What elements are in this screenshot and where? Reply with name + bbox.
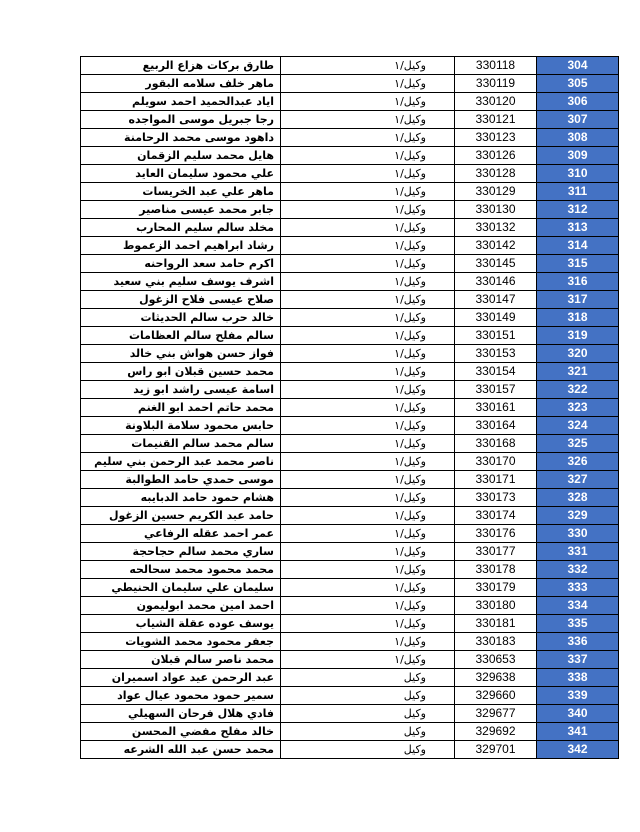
name-cell: علي محمود سليمان العايد bbox=[81, 165, 281, 183]
name-cell: هايل محمد سليم الزقمان bbox=[81, 147, 281, 165]
table-row bbox=[81, 93, 619, 111]
row-index-cell: 325 bbox=[537, 435, 619, 453]
row-index-cell: 332 bbox=[537, 561, 619, 579]
rank-cell: وكيل/١ bbox=[281, 579, 455, 597]
rank-cell: وكيل/١ bbox=[281, 633, 455, 651]
name-cell: سالم مفلح سالم العظامات bbox=[81, 327, 281, 345]
row-index-cell: 316 bbox=[537, 273, 619, 291]
military-number-cell: 330121 bbox=[455, 111, 537, 129]
table-row bbox=[81, 417, 619, 435]
name-cell: محمد حسن عبد الله الشرعه bbox=[81, 741, 281, 759]
row-index-cell: 315 bbox=[537, 255, 619, 273]
military-number-cell: 330179 bbox=[455, 579, 537, 597]
name-cell: هشام حمود حامد الدبايبه bbox=[81, 489, 281, 507]
rank-cell: وكيل bbox=[281, 741, 455, 759]
rank-cell: وكيل/١ bbox=[281, 507, 455, 525]
military-number-cell: 330132 bbox=[455, 219, 537, 237]
row-index-cell: 321 bbox=[537, 363, 619, 381]
name-cell: رشاد ابراهيم احمد الزعموط bbox=[81, 237, 281, 255]
row-index-cell: 309 bbox=[537, 147, 619, 165]
name-cell: جعفر محمود محمد الشويات bbox=[81, 633, 281, 651]
table-row bbox=[81, 327, 619, 345]
personnel-table-body bbox=[81, 57, 619, 759]
military-number-cell: 330178 bbox=[455, 561, 537, 579]
rank-cell: وكيل/١ bbox=[281, 489, 455, 507]
military-number-cell: 330130 bbox=[455, 201, 537, 219]
table-row bbox=[81, 741, 619, 759]
table-row bbox=[81, 273, 619, 291]
name-cell: اسامة عيسى راشد ابو زيد bbox=[81, 381, 281, 399]
rank-cell: وكيل/١ bbox=[281, 363, 455, 381]
name-cell: حابس محمود سلامة البلاونة bbox=[81, 417, 281, 435]
military-number-cell: 330119 bbox=[455, 75, 537, 93]
table-row bbox=[81, 129, 619, 147]
row-index-cell: 306 bbox=[537, 93, 619, 111]
military-number-cell: 330168 bbox=[455, 435, 537, 453]
rank-cell: وكيل/١ bbox=[281, 129, 455, 147]
rank-cell: وكيل/١ bbox=[281, 399, 455, 417]
military-number-cell: 330180 bbox=[455, 597, 537, 615]
rank-cell: وكيل/١ bbox=[281, 165, 455, 183]
table-row bbox=[81, 291, 619, 309]
name-cell: سمير حمود محمود عيال عواد bbox=[81, 687, 281, 705]
table-row bbox=[81, 237, 619, 255]
rank-cell: وكيل/١ bbox=[281, 651, 455, 669]
row-index-cell: 318 bbox=[537, 309, 619, 327]
table-row bbox=[81, 399, 619, 417]
row-index-cell: 311 bbox=[537, 183, 619, 201]
table-row bbox=[81, 345, 619, 363]
rank-cell: وكيل/١ bbox=[281, 75, 455, 93]
row-index-cell: 317 bbox=[537, 291, 619, 309]
name-cell: اكرم حامد سعد الرواحنه bbox=[81, 255, 281, 273]
row-index-cell: 326 bbox=[537, 453, 619, 471]
row-index-cell: 319 bbox=[537, 327, 619, 345]
name-cell: داهود موسى محمد الرحامنة bbox=[81, 129, 281, 147]
table-row bbox=[81, 723, 619, 741]
name-cell: موسى حمدي حامد الطوالبة bbox=[81, 471, 281, 489]
table-row bbox=[81, 705, 619, 723]
row-index-cell: 338 bbox=[537, 669, 619, 687]
rank-cell: وكيل/١ bbox=[281, 543, 455, 561]
row-index-cell: 310 bbox=[537, 165, 619, 183]
row-index-cell: 329 bbox=[537, 507, 619, 525]
table-row bbox=[81, 201, 619, 219]
name-cell: صلاح عيسى فلاح الزغول bbox=[81, 291, 281, 309]
military-number-cell: 330154 bbox=[455, 363, 537, 381]
military-number-cell: 330145 bbox=[455, 255, 537, 273]
table-row bbox=[81, 543, 619, 561]
military-number-cell: 330161 bbox=[455, 399, 537, 417]
row-index-cell: 307 bbox=[537, 111, 619, 129]
row-index-cell: 304 bbox=[537, 57, 619, 75]
row-index-cell: 327 bbox=[537, 471, 619, 489]
name-cell: ماهر خلف سلامه البقور bbox=[81, 75, 281, 93]
row-index-cell: 334 bbox=[537, 597, 619, 615]
military-number-cell: 329660 bbox=[455, 687, 537, 705]
table-row bbox=[81, 525, 619, 543]
military-number-cell: 330174 bbox=[455, 507, 537, 525]
military-number-cell: 330157 bbox=[455, 381, 537, 399]
rank-cell: وكيل/١ bbox=[281, 417, 455, 435]
row-index-cell: 314 bbox=[537, 237, 619, 255]
military-number-cell: 330183 bbox=[455, 633, 537, 651]
rank-cell: وكيل/١ bbox=[281, 147, 455, 165]
name-cell: رجا جبريل موسى المواجده bbox=[81, 111, 281, 129]
table-row bbox=[81, 453, 619, 471]
row-index-cell: 328 bbox=[537, 489, 619, 507]
table-row bbox=[81, 651, 619, 669]
name-cell: محمد حاتم احمد ابو الغنم bbox=[81, 399, 281, 417]
name-cell: ناصر محمد عبد الرحمن بني سليم bbox=[81, 453, 281, 471]
military-number-cell: 330151 bbox=[455, 327, 537, 345]
rank-cell: وكيل bbox=[281, 687, 455, 705]
name-cell: محمد محمود محمد سحالحه bbox=[81, 561, 281, 579]
name-cell: محمد حسين قبلان ابو راس bbox=[81, 363, 281, 381]
personnel-table bbox=[80, 56, 619, 759]
rank-cell: وكيل/١ bbox=[281, 273, 455, 291]
rank-cell: وكيل/١ bbox=[281, 345, 455, 363]
rank-cell: وكيل/١ bbox=[281, 453, 455, 471]
name-cell: ساري محمد سالم حجاحجة bbox=[81, 543, 281, 561]
row-index-cell: 341 bbox=[537, 723, 619, 741]
table-row bbox=[81, 309, 619, 327]
name-cell: مخلد سالم سليم المحارب bbox=[81, 219, 281, 237]
row-index-cell: 324 bbox=[537, 417, 619, 435]
table-row bbox=[81, 561, 619, 579]
name-cell: فواز حسن هواش بني خالد bbox=[81, 345, 281, 363]
military-number-cell: 330123 bbox=[455, 129, 537, 147]
table-row bbox=[81, 147, 619, 165]
rank-cell: وكيل/١ bbox=[281, 435, 455, 453]
name-cell: يوسف عوده عقلة الشياب bbox=[81, 615, 281, 633]
table-row bbox=[81, 471, 619, 489]
name-cell: محمد ناصر سالم قبلان bbox=[81, 651, 281, 669]
name-cell: عمر احمد عقله الرفاعي bbox=[81, 525, 281, 543]
military-number-cell: 329692 bbox=[455, 723, 537, 741]
military-number-cell: 329677 bbox=[455, 705, 537, 723]
name-cell: عبد الرحمن عيد عواد اسميران bbox=[81, 669, 281, 687]
table-row bbox=[81, 597, 619, 615]
table-row bbox=[81, 57, 619, 75]
table-row bbox=[81, 111, 619, 129]
row-index-cell: 339 bbox=[537, 687, 619, 705]
rank-cell: وكيل/١ bbox=[281, 219, 455, 237]
military-number-cell: 330147 bbox=[455, 291, 537, 309]
name-cell: اياد عبدالحميد احمد سويلم bbox=[81, 93, 281, 111]
table-row bbox=[81, 363, 619, 381]
row-index-cell: 336 bbox=[537, 633, 619, 651]
table-row bbox=[81, 219, 619, 237]
military-number-cell: 330164 bbox=[455, 417, 537, 435]
table-row bbox=[81, 633, 619, 651]
rank-cell: وكيل/١ bbox=[281, 57, 455, 75]
table-row bbox=[81, 75, 619, 93]
rank-cell: وكيل bbox=[281, 723, 455, 741]
military-number-cell: 329701 bbox=[455, 741, 537, 759]
rank-cell: وكيل/١ bbox=[281, 237, 455, 255]
rank-cell: وكيل/١ bbox=[281, 111, 455, 129]
rank-cell: وكيل/١ bbox=[281, 291, 455, 309]
rank-cell: وكيل/١ bbox=[281, 309, 455, 327]
row-index-cell: 340 bbox=[537, 705, 619, 723]
name-cell: فادي هلال فرحان السهيلي bbox=[81, 705, 281, 723]
military-number-cell: 330126 bbox=[455, 147, 537, 165]
name-cell: ماهر علي عبد الخريسات bbox=[81, 183, 281, 201]
table-row bbox=[81, 507, 619, 525]
name-cell: جابر محمد عيسى مناصير bbox=[81, 201, 281, 219]
rank-cell: وكيل/١ bbox=[281, 525, 455, 543]
row-index-cell: 308 bbox=[537, 129, 619, 147]
row-index-cell: 330 bbox=[537, 525, 619, 543]
row-index-cell: 337 bbox=[537, 651, 619, 669]
row-index-cell: 313 bbox=[537, 219, 619, 237]
rank-cell: وكيل/١ bbox=[281, 93, 455, 111]
table-row bbox=[81, 255, 619, 273]
rank-cell: وكيل bbox=[281, 669, 455, 687]
name-cell: سالم محمد سالم القنيمات bbox=[81, 435, 281, 453]
table-row bbox=[81, 183, 619, 201]
table-row bbox=[81, 687, 619, 705]
military-number-cell: 330181 bbox=[455, 615, 537, 633]
row-index-cell: 335 bbox=[537, 615, 619, 633]
name-cell: خالد مفلح مفضي المحسن bbox=[81, 723, 281, 741]
military-number-cell: 330177 bbox=[455, 543, 537, 561]
name-cell: احمد امين محمد ابوليمون bbox=[81, 597, 281, 615]
row-index-cell: 331 bbox=[537, 543, 619, 561]
name-cell: اشرف يوسف سليم بني سعيد bbox=[81, 273, 281, 291]
table-row bbox=[81, 435, 619, 453]
military-number-cell: 330118 bbox=[455, 57, 537, 75]
military-number-cell: 330170 bbox=[455, 453, 537, 471]
rank-cell: وكيل/١ bbox=[281, 255, 455, 273]
row-index-cell: 333 bbox=[537, 579, 619, 597]
row-index-cell: 323 bbox=[537, 399, 619, 417]
military-number-cell: 330129 bbox=[455, 183, 537, 201]
military-number-cell: 330149 bbox=[455, 309, 537, 327]
military-number-cell: 329638 bbox=[455, 669, 537, 687]
table-row bbox=[81, 579, 619, 597]
rank-cell: وكيل bbox=[281, 705, 455, 723]
military-number-cell: 330142 bbox=[455, 237, 537, 255]
rank-cell: وكيل/١ bbox=[281, 381, 455, 399]
rank-cell: وكيل/١ bbox=[281, 327, 455, 345]
rank-cell: وكيل/١ bbox=[281, 615, 455, 633]
row-index-cell: 322 bbox=[537, 381, 619, 399]
rank-cell: وكيل/١ bbox=[281, 561, 455, 579]
table-row bbox=[81, 165, 619, 183]
name-cell: سليمان علي سليمان الحنيطي bbox=[81, 579, 281, 597]
military-number-cell: 330146 bbox=[455, 273, 537, 291]
military-number-cell: 330128 bbox=[455, 165, 537, 183]
row-index-cell: 342 bbox=[537, 741, 619, 759]
name-cell: خالد حرب سالم الحديثات bbox=[81, 309, 281, 327]
rank-cell: وكيل/١ bbox=[281, 597, 455, 615]
table-row bbox=[81, 489, 619, 507]
name-cell: حامد عبد الكريم حسين الزغول bbox=[81, 507, 281, 525]
military-number-cell: 330153 bbox=[455, 345, 537, 363]
table-row bbox=[81, 381, 619, 399]
row-index-cell: 305 bbox=[537, 75, 619, 93]
rank-cell: وكيل/١ bbox=[281, 471, 455, 489]
military-number-cell: 330173 bbox=[455, 489, 537, 507]
military-number-cell: 330653 bbox=[455, 651, 537, 669]
row-index-cell: 320 bbox=[537, 345, 619, 363]
rank-cell: وكيل/١ bbox=[281, 201, 455, 219]
name-cell: طارق بركات هزاع الربيع bbox=[81, 57, 281, 75]
military-number-cell: 330120 bbox=[455, 93, 537, 111]
personnel-list-sheet bbox=[80, 56, 618, 759]
row-index-cell: 312 bbox=[537, 201, 619, 219]
military-number-cell: 330176 bbox=[455, 525, 537, 543]
rank-cell: وكيل/١ bbox=[281, 183, 455, 201]
table-row bbox=[81, 669, 619, 687]
military-number-cell: 330171 bbox=[455, 471, 537, 489]
table-row bbox=[81, 615, 619, 633]
